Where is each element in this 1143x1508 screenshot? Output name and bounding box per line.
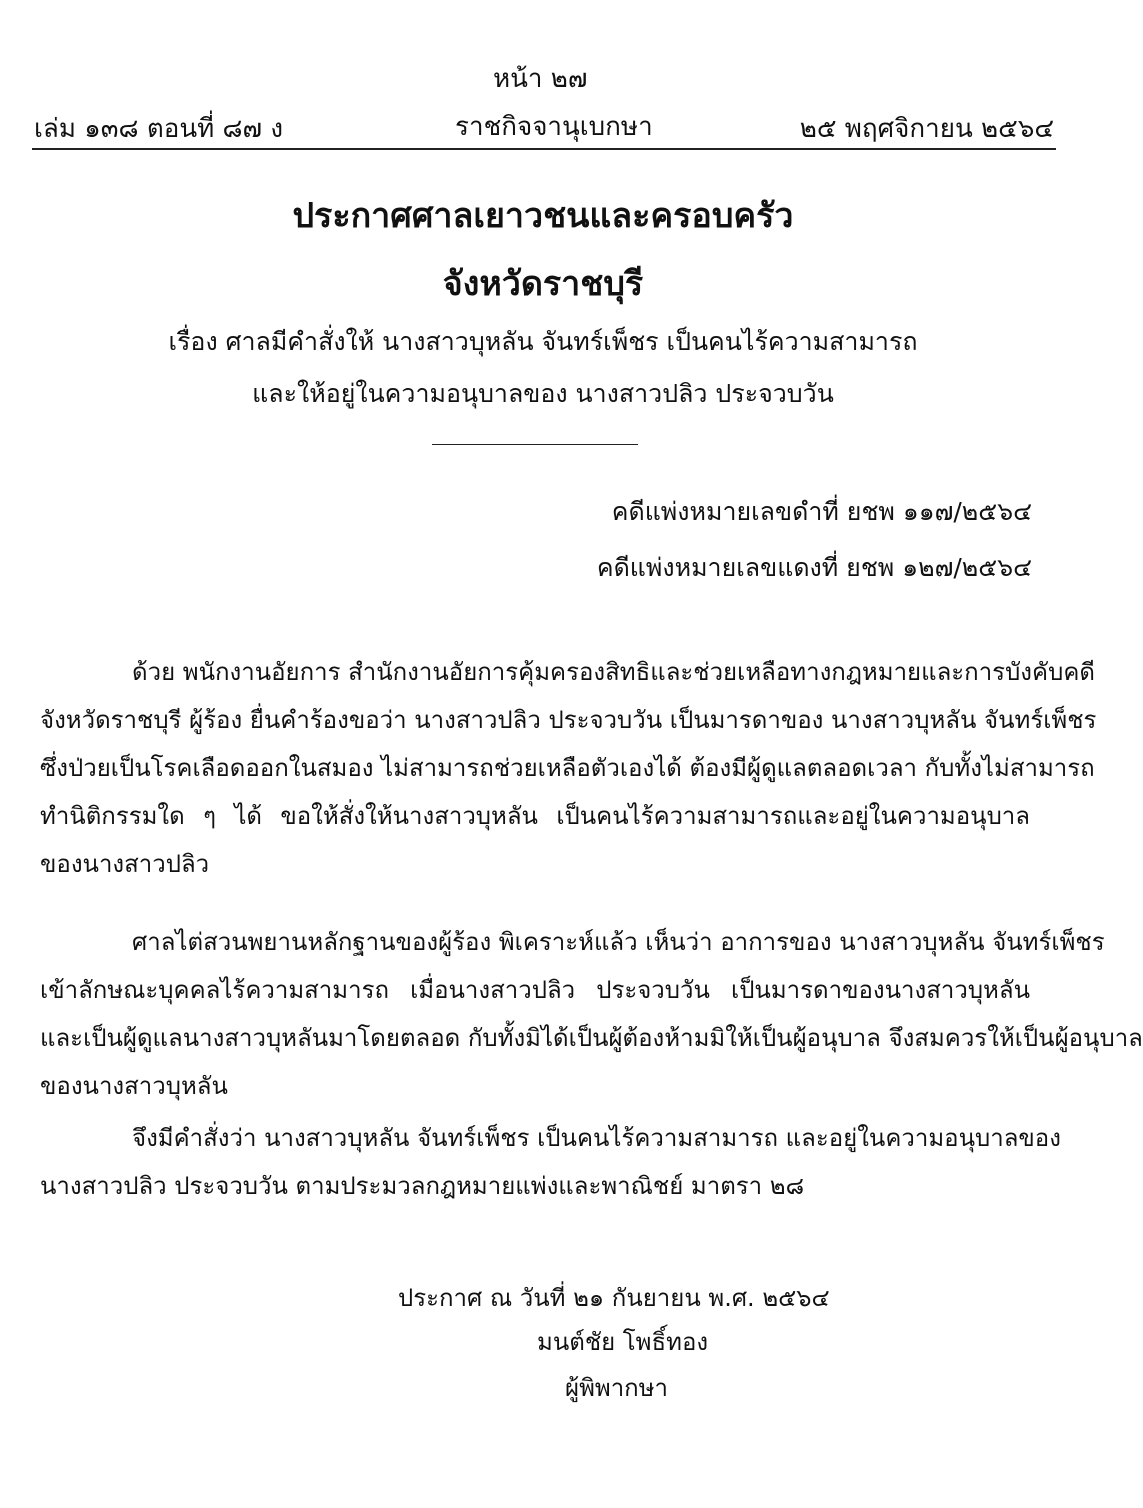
announcement-title: ประกาศศาลเยาวชนและครอบครัว bbox=[292, 196, 794, 236]
paragraph-findings bbox=[40, 918, 1143, 1110]
judge-name: มนต์ชัย โพธิ์ทอง bbox=[537, 1328, 709, 1356]
subject-line-1: เรื่อง ศาลมีคำสั่งให้ นางสาวบุหลัน จันทร์เพ็ชร เป็นคนไร้ความสามารถ bbox=[168, 327, 918, 356]
paragraph-line: ทำนิติกรรมใด ๆ ได้ ขอให้สั่งให้นางสาวบุหลัน เป็นคนไร้ความสามารถและอยู่ในความอนุบาล bbox=[40, 802, 1030, 830]
paragraph-line: ของนางสาวปลิว bbox=[40, 850, 210, 878]
paragraph-line: จังหวัดราชบุรี ผู้ร้อง ยื่นคำร้องขอว่า นางสาวปลิว ประจวบวัน เป็นมารดาของ นางสาวบุหลัน จันทร์เพ็ชร bbox=[40, 706, 1097, 734]
announcement-date: ประกาศ ณ วันที่ ๒๑ กันยายน พ.ศ. ๒๕๖๔ bbox=[398, 1284, 830, 1312]
volume-issue: เล่ม ๑๓๘ ตอนที่ ๘๗ ง bbox=[34, 114, 284, 144]
judge-position: ผู้พิพากษา bbox=[565, 1374, 669, 1402]
paragraph-line: นางสาวปลิว ประจวบวัน ตามประมวลกฎหมายแพ่งและพาณิชย์ มาตรา ๒๘ bbox=[40, 1172, 805, 1200]
paragraph-line: ด้วย พนักงานอัยการ สำนักงานอัยการคุ้มครองสิทธิและช่วยเหลือทางกฎหมายและการบังคับคดี bbox=[132, 658, 1095, 686]
paragraph-line: จึงมีคำสั่งว่า นางสาวบุหลัน จันทร์เพ็ชร เป็นคนไร้ความสามารถ และอยู่ในความอนุบาลของ bbox=[132, 1124, 1061, 1152]
black-case-number: คดีแพ่งหมายเลขดำที่ ยชพ ๑๑๗/๒๕๖๔ bbox=[611, 497, 1032, 526]
header-divider bbox=[32, 148, 1056, 150]
publish-date: ๒๕ พฤศจิกายน ๒๕๖๔ bbox=[799, 114, 1054, 144]
title-divider bbox=[432, 444, 638, 445]
gazette-name: ราชกิจจานุเบกษา bbox=[455, 112, 653, 142]
paragraph-line: ซึ่งป่วยเป็นโรคเลือดออกในสมอง ไม่สามารถช่วยเหลือตัวเองได้ ต้องมีผู้ดูแลตลอดเวลา กับทั้งไม่สามารถ bbox=[40, 754, 1095, 782]
red-case-number: คดีแพ่งหมายเลขแดงที่ ยชพ ๑๒๗/๒๕๖๔ bbox=[596, 553, 1032, 582]
paragraph-line: และเป็นผู้ดูแลนางสาวบุหลันมาโดยตลอด กับทั้งมิได้เป็นผู้ต้องห้ามมิให้เป็นผู้อนุบาล จึงสมควรให้เป็นผู้อนุบาล bbox=[40, 1024, 1143, 1052]
announcement-province: จังหวัดราชบุรี bbox=[442, 264, 644, 304]
subject-line-2: และให้อยู่ในความอนุบาลของ นางสาวปลิว ประจวบวัน bbox=[252, 379, 834, 408]
page-number: หน้า ๒๗ bbox=[493, 64, 588, 94]
paragraph-line: เข้าลักษณะบุคคลไร้ความสามารถ เมื่อนางสาวปลิว ประจวบวัน เป็นมารดาของนางสาวบุหลัน bbox=[40, 976, 1030, 1004]
paragraph-line: ของนางสาวบุหลัน bbox=[40, 1072, 228, 1100]
paragraph-petition bbox=[40, 648, 1097, 888]
paragraph-order bbox=[40, 1114, 1061, 1210]
paragraph-line: ศาลไต่สวนพยานหลักฐานของผู้ร้อง พิเคราะห์แล้ว เห็นว่า อาการของ นางสาวบุหลัน จันทร์เพ็ชร bbox=[132, 928, 1105, 956]
